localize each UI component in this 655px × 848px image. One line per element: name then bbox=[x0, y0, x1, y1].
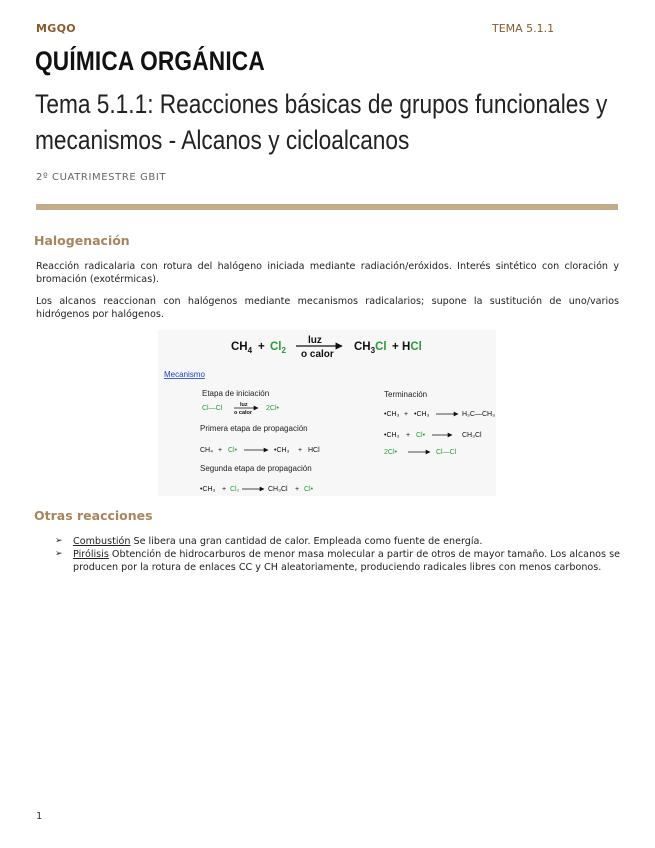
svg-text:+: + bbox=[258, 341, 265, 353]
section-heading-otras-reacciones: Otras reacciones bbox=[34, 508, 153, 523]
svg-text:CH₄: CH₄ bbox=[200, 447, 213, 454]
svg-text:luz: luz bbox=[240, 402, 248, 408]
svg-text:HCl: HCl bbox=[308, 447, 320, 454]
svg-text:CH₃Cl: CH₃Cl bbox=[462, 432, 482, 439]
svg-text:•CH₃: •CH₃ bbox=[384, 411, 400, 418]
svg-text:o calor: o calor bbox=[301, 349, 334, 360]
svg-text:•CH₃: •CH₃ bbox=[274, 447, 290, 454]
svg-text:Cl•: Cl• bbox=[304, 486, 314, 493]
svg-text:+: + bbox=[218, 447, 223, 454]
svg-text:•CH₃: •CH₃ bbox=[384, 432, 400, 439]
svg-text:+: + bbox=[295, 486, 300, 493]
termination-label: Terminación bbox=[384, 390, 428, 399]
svg-text:2Cl•: 2Cl• bbox=[266, 405, 279, 412]
svg-text:Cl•: Cl• bbox=[416, 432, 426, 439]
initiation-label: Etapa de iniciación bbox=[202, 389, 270, 398]
item-text: Obtención de hidrocarburos de menor masa molecular a partir de otros de mayor tamaño. Los alcanos se producen por la rotura de enlaces CC y CH aleatoriamente, produciendo radicales libres con menos carbonos. bbox=[73, 549, 620, 573]
propagation1-label: Primera etapa de propagación bbox=[200, 424, 308, 433]
semester-label: 2º CUATRIMESTRE GBIT bbox=[36, 172, 167, 183]
main-reaction bbox=[231, 335, 422, 360]
svg-text:Cl2: $Cl_2$ bbox=[270, 341, 286, 355]
page-subtitle: Tema 5.1.1: Reacciones básicas de grupos funcionales y mecanismos - Alcanos y cicloalcanos bbox=[35, 89, 608, 155]
svg-text:•CH₃: •CH₃ bbox=[414, 411, 430, 418]
mechanism-link[interactable]: Mecanismo bbox=[164, 370, 205, 379]
svg-text:CH₃Cl: CH₃Cl bbox=[268, 486, 288, 493]
page-title: QUÍMICA ORGÁNICA bbox=[35, 46, 265, 76]
section-heading-halogenacion: Halogenación bbox=[34, 233, 130, 248]
term-pirolisis: Pirólisis bbox=[73, 549, 109, 560]
svg-text:Cl—Cl: Cl—Cl bbox=[202, 405, 223, 412]
arrow-bullet-icon: ➢ bbox=[55, 536, 63, 546]
svg-text:luz: luz bbox=[308, 335, 322, 346]
svg-text:HCl: HCl bbox=[402, 341, 422, 353]
arrow-bullet-icon: ➢ bbox=[55, 549, 63, 559]
svg-text:H₃C—CH₃: H₃C—CH₃ bbox=[462, 411, 495, 418]
page-number: 1 bbox=[36, 811, 43, 822]
svg-text:Cl₂: Cl₂ bbox=[230, 486, 240, 493]
header-left: MGQO bbox=[36, 22, 76, 35]
mechanism-figure bbox=[158, 330, 496, 496]
item-text: Se libera una gran cantidad de calor. Empleada como fuente de energía. bbox=[130, 536, 483, 547]
reactions-list bbox=[55, 535, 620, 574]
header-right: TEMA 5.1.1 bbox=[492, 22, 555, 35]
svg-text:Cl•: Cl• bbox=[228, 447, 238, 454]
svg-text:CH3Cl: $CH_3Cl$ bbox=[354, 341, 387, 355]
svg-text:+: + bbox=[404, 411, 409, 418]
svg-text:+: + bbox=[392, 341, 399, 353]
svg-text:CH4: $CH_4$ bbox=[231, 341, 253, 355]
mechanism-diagram bbox=[158, 330, 496, 496]
svg-text:2Cl•: 2Cl• bbox=[384, 449, 397, 456]
svg-text:+: + bbox=[298, 447, 303, 454]
svg-text:•CH₃: •CH₃ bbox=[200, 486, 216, 493]
list-item bbox=[55, 548, 620, 574]
propagation2-label: Segunda etapa de propagación bbox=[200, 464, 312, 473]
svg-text:+: + bbox=[406, 432, 411, 439]
svg-text:+: + bbox=[222, 486, 227, 493]
list-item bbox=[55, 535, 620, 548]
term-combustion: Combustión bbox=[73, 536, 131, 547]
paragraph-2: Los alcanos reaccionan con halógenos mediante mecanismos radicalarios; supone la sustitución de uno/varios hidrógenos por halógenos. bbox=[36, 296, 619, 320]
paragraph-1: Reacción radicalaria con rotura del halógeno iniciada mediante radiación/eróxidos. Interés sintético con cloración y bromación (exotérmicas). bbox=[36, 261, 619, 285]
svg-text:Cl—Cl: Cl—Cl bbox=[436, 449, 457, 456]
svg-text:o calor: o calor bbox=[234, 410, 253, 416]
title-divider bbox=[36, 204, 618, 210]
